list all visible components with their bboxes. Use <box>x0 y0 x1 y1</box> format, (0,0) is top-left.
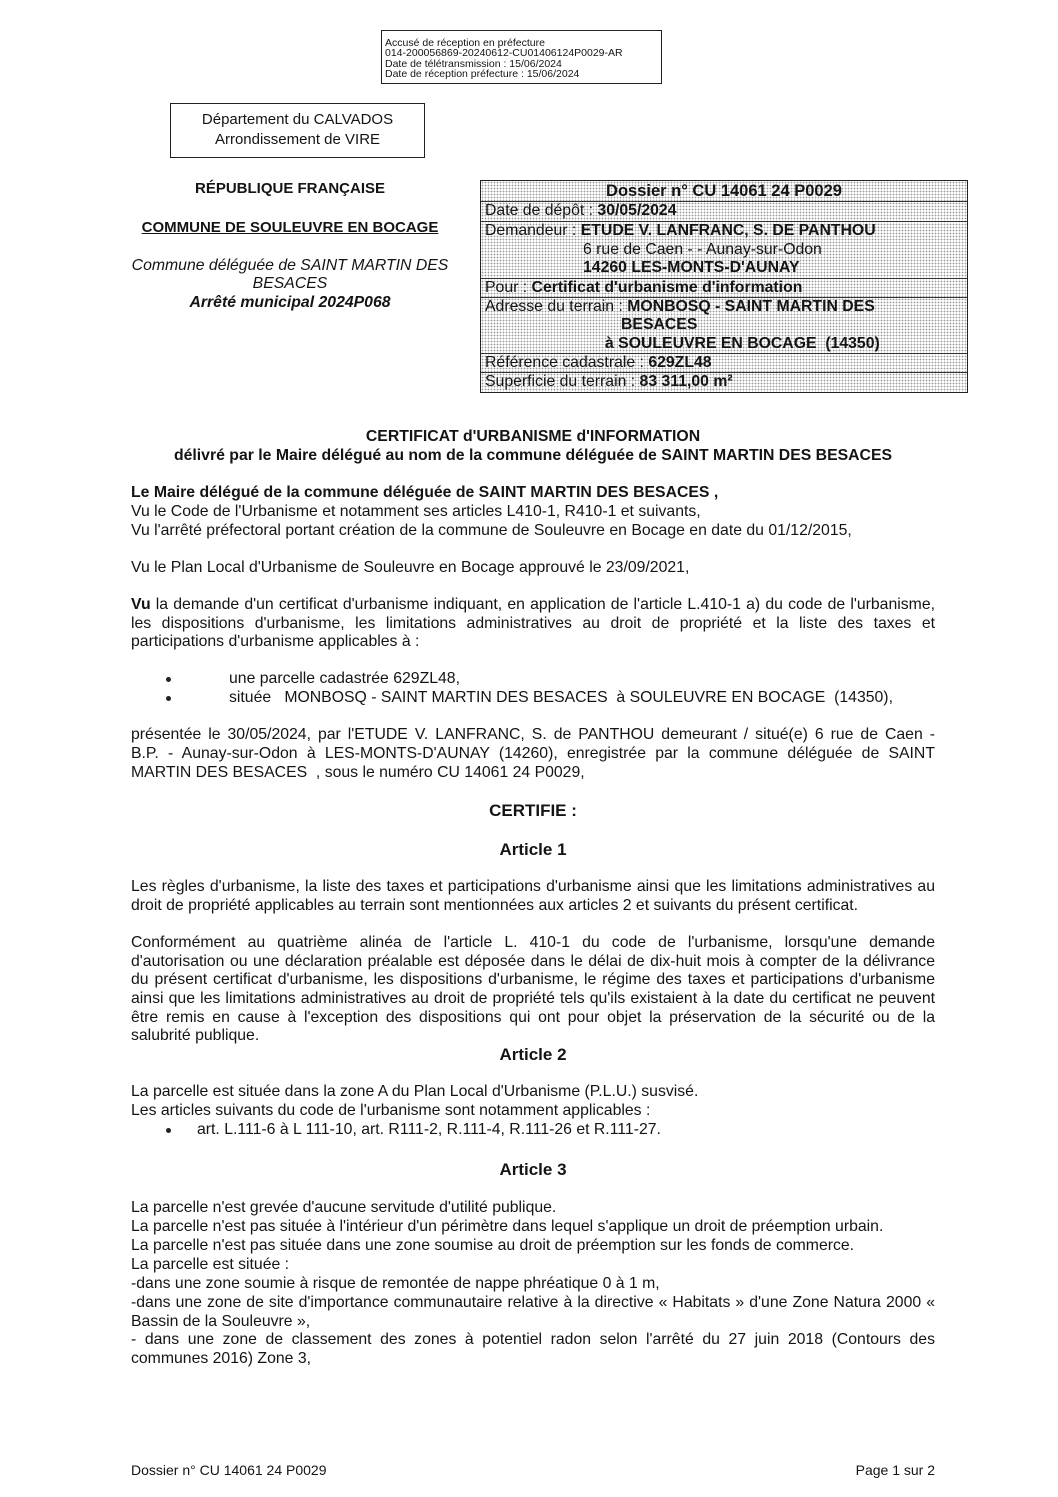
cadastre-label: Référence cadastrale : <box>485 354 649 371</box>
request-vu: Vu <box>131 596 151 613</box>
receipt-stamp <box>381 30 662 84</box>
deposit-label: Date de dépôt : <box>485 202 598 219</box>
applicant-label: Demandeur : <box>485 222 581 239</box>
purpose-label: Pour : <box>485 279 532 296</box>
stamp-line: Accusé de réception en préfecture <box>385 37 545 49</box>
deposit-date-row <box>481 202 967 222</box>
vu-plu-line: Vu le Plan Local d'Urbanisme de Souleuvre en Bocage approuvé le 23/09/2021, <box>131 559 690 576</box>
request-line <box>131 596 935 615</box>
natura-line: Bassin de la Souleuvre », <box>131 1313 311 1330</box>
dossier-number-row <box>481 181 967 202</box>
applicant-address-line2: 14260 LES-MONTS-D'AUNAY <box>583 259 800 277</box>
delegated-commune-line1: Commune déléguée de SAINT MARTIN DES <box>131 257 449 274</box>
file-info-box <box>480 180 968 393</box>
bullet-icon <box>166 677 171 682</box>
article1-p2-line: être remis en cause à l'exception des dispositions qui ont pour objet la préservation de la sécurité ou de la <box>131 1009 935 1026</box>
article1-p2-line: ainsi que les limitations administratives au droit de propriété tels qu'ils existaient à la date du certificat ne peuvent <box>131 990 935 1007</box>
commune-heading: COMMUNE DE SOULEUVRE EN BOCAGE <box>141 219 439 236</box>
municipal-decree: Arrêté municipal 2024P068 <box>189 294 391 311</box>
area-label: Superficie du terrain : <box>485 373 640 390</box>
department-line: Département du CALVADOS <box>201 111 394 128</box>
site-line1: MONBOSQ - SAINT MARTIN DES <box>627 298 875 315</box>
vu-arrete-line: Vu l'arrêté préfectoral portant création de la commune de Souleuvre en Bocage en date du 01/12/2015, <box>131 522 852 539</box>
department-box <box>170 103 425 158</box>
natura-line: -dans une zone de site d'importance communautaire relative à la directive « Habitats » d'une Zone Natura 2000 « <box>131 1294 935 1311</box>
applicant-address-line1: 6 rue de Caen - - Aunay-sur-Odon <box>583 240 822 258</box>
article2-line: La parcelle est située dans la zone A du Plan Local d'Urbanisme (P.L.U.) susvisé. <box>131 1083 699 1100</box>
request-text: la demande d'un certificat d'urbanisme indiquant, en application de l'article L.410-1 a) du code de l'urbanisme, <box>150 596 935 613</box>
parcel-item: située MONBOSQ - SAINT MARTIN DES BESACES à SOULEUVRE EN BOCAGE (14350), <box>229 689 893 706</box>
article3-heading: Article 3 <box>499 1160 567 1179</box>
cadastre-value: 629ZL48 <box>648 354 712 371</box>
article3-line: La parcelle n'est pas située dans une zone soumise au droit de préemption sur les fonds de commerce. <box>131 1237 855 1254</box>
applicant-row <box>481 222 967 279</box>
applicant-name: ETUDE V. LANFRANC, S. DE PANTHOU <box>580 222 876 239</box>
republic-heading: RÉPUBLIQUE FRANÇAISE <box>194 180 385 197</box>
site-line3: à SOULEUVRE EN BOCAGE (14350) <box>605 334 880 352</box>
presented-line: présentée le 30/05/2024, par l'ETUDE V. LANFRANC, S. de PANTHOU demeurant / situé(e) 6 rue de Caen - <box>131 726 935 743</box>
stamp-line: Date de réception préfecture : 15/06/2024 <box>385 68 580 81</box>
request-line: participations d'urbanisme applicables à : <box>131 633 420 650</box>
purpose-row <box>481 279 967 298</box>
article1-heading: Article 1 <box>499 840 567 859</box>
area-value: 83 311,00 m² <box>639 373 733 390</box>
footer-page-number: Page 1 sur 2 <box>855 1462 935 1478</box>
article2-item: art. L.111-6 à L 111-10, art. R111-2, R.111-4, R.111-26 et R.111-27. <box>197 1121 661 1138</box>
cadastre-row <box>481 354 967 373</box>
arrondissement-line: Arrondissement de VIRE <box>214 130 381 148</box>
presented-line: B.P. - Aunay-sur-Odon à LES-MONTS-D'AUNAY (14260), enregistrée par la commune déléguée de SAINT <box>131 745 935 762</box>
article2-line: Les articles suivants du code de l'urbanisme sont notamment applicables : <box>131 1102 651 1119</box>
parcel-item: une parcelle cadastrée 629ZL48, <box>229 670 460 687</box>
article3-line: La parcelle est située : <box>131 1256 290 1273</box>
article1-p2-line: salubrité publique. <box>131 1027 260 1044</box>
bullet-icon <box>166 696 171 701</box>
article1-p1-line: Les règles d'urbanisme, la liste des taxes et participations d'urbanisme ainsi que les limitations administratives au <box>131 878 935 895</box>
dossier-number: Dossier n° CU 14061 24 P0029 <box>606 182 842 200</box>
article2-heading: Article 2 <box>499 1045 567 1064</box>
presented-line: MARTIN DES BESACES , sous le numéro CU 14061 24 P0029, <box>131 764 585 781</box>
request-line: les dispositions d'urbanisme, les limitations administratives au droit de propriété et la liste des taxes et <box>131 615 935 632</box>
purpose-value: Certificat d'urbanisme d'information <box>531 279 803 296</box>
bullet-icon <box>166 1128 171 1133</box>
radon-line: communes 2016) Zone 3, <box>131 1350 312 1367</box>
deposit-date: 30/05/2024 <box>597 202 677 219</box>
stamp-line: 014-200056869-20240612-CU01406124P0029-AR <box>385 47 623 60</box>
article1-p2-line: Conformément au quatrième alinéa de l'article L. 410-1 du code de l'urbanisme, lorsqu'une demande <box>131 934 935 951</box>
site-label: Adresse du terrain : <box>485 298 628 315</box>
delegated-commune-line2: BESACES <box>252 275 328 292</box>
article1-p2-line: du présent certificat d'urbanisme, les dispositions d'urbanisme, le régime des taxes et participations d'urbanisme <box>131 971 935 988</box>
stamp-line: Date de télétransmission : 15/06/2024 <box>385 57 562 70</box>
certifie-heading: CERTIFIE : <box>489 801 577 820</box>
area-row <box>481 373 967 392</box>
site-address-row <box>481 298 967 354</box>
article3-line: La parcelle n'est grevée d'aucune servitude d'utilité publique. <box>131 1199 557 1216</box>
certificate-title: CERTIFICAT d'URBANISME d'INFORMATION <box>365 428 701 445</box>
article3-line: La parcelle n'est pas située à l'intérieur d'un périmètre dans lequel s'applique un droit de préemption urbain. <box>131 1218 884 1235</box>
article3-line: -dans une zone soumie à risque de remontée de nappe phréatique 0 à 1 m, <box>131 1275 660 1292</box>
certificate-subtitle: délivré par le Maire délégué au nom de la commune déléguée de SAINT MARTIN DES BESACES <box>173 447 893 464</box>
site-line2: BESACES <box>621 316 698 334</box>
vu-code-line: Vu le Code de l'Urbanisme et notamment ses articles L410-1, R410-1 et suivants, <box>131 503 701 520</box>
article1-p2-line: d'autorisation ou une déclaration préalable est déposée dans le délai de dix-huit mois à compter de la délivrance <box>131 953 935 970</box>
footer-dossier: Dossier n° CU 14061 24 P0029 <box>131 1462 327 1478</box>
article1-p1-line: droit de propriété applicables au terrain sont mentionnées aux articles 2 et suivants du présent certificat. <box>131 897 859 914</box>
radon-line: - dans une zone de classement des zones à potentiel radon selon l'arrêté du 27 juin 2018 (Contours des <box>131 1331 935 1348</box>
mayor-line: Le Maire délégué de la commune déléguée de SAINT MARTIN DES BESACES , <box>131 484 719 501</box>
